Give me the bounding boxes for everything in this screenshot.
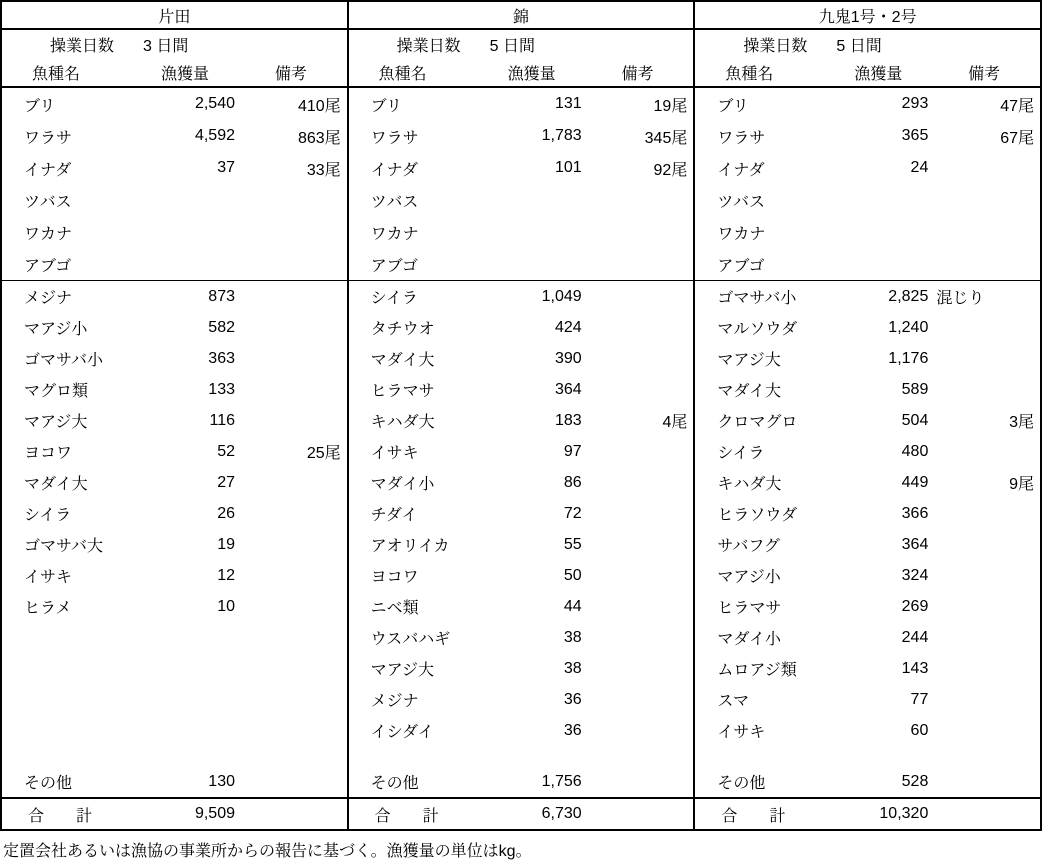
- table-row: [2, 312, 347, 343]
- remark: 9尾: [1009, 476, 1035, 493]
- table-row: [695, 281, 1040, 312]
- other-label: その他: [717, 775, 766, 792]
- other-species-rows: [349, 281, 694, 746]
- table-row: [349, 715, 694, 746]
- species-name: イナダ: [24, 161, 72, 179]
- total-qty: 6,730: [541, 805, 582, 822]
- panel-title: [2, 2, 347, 30]
- species-name: マダイ大: [717, 383, 782, 400]
- species-name: ワラサ: [370, 129, 419, 147]
- species-name: シイラ: [24, 507, 72, 524]
- table-row: [349, 217, 694, 249]
- species-name: ゴマサバ大: [24, 538, 104, 555]
- catch-qty: 1,049: [541, 287, 582, 305]
- table-row: [695, 467, 1040, 498]
- species-name: ヨコワ: [370, 569, 419, 586]
- catch-qty: 86: [563, 473, 582, 491]
- species-name: マダイ小: [717, 631, 782, 648]
- table-row: [695, 436, 1040, 467]
- other-label: その他: [370, 775, 419, 792]
- catch-qty: 24: [910, 159, 929, 177]
- species-name: クロマグロ: [717, 414, 798, 431]
- table-row: [349, 653, 694, 684]
- yellowtail-block-rows: [695, 88, 1040, 281]
- remark-header: 備考: [274, 66, 307, 83]
- species-name: マダイ大: [24, 476, 88, 493]
- species-name: アブゴ: [24, 258, 72, 276]
- catch-qty: 38: [563, 659, 582, 677]
- catch-qty: 504: [901, 411, 929, 429]
- table-row: [349, 184, 694, 216]
- table-row: [695, 88, 1040, 120]
- catch-qty: 37: [217, 159, 235, 177]
- other-species-block: [695, 281, 1040, 797]
- catch-qty: 97: [563, 442, 582, 460]
- catch-qty: 133: [208, 380, 235, 398]
- yellowtail-block-rows: [2, 88, 347, 281]
- catch-qty: 52: [217, 442, 235, 460]
- table-row: [695, 498, 1040, 529]
- remark: 47尾: [1000, 97, 1035, 115]
- panel-katada: [2, 2, 349, 829]
- other-species-rows: [695, 281, 1040, 746]
- table-row: [695, 374, 1040, 405]
- species-name: ウスバハギ: [370, 631, 451, 648]
- other-row: [349, 766, 694, 797]
- catch-qty: 72: [563, 504, 582, 522]
- table-row: [2, 498, 347, 529]
- table-row: [695, 120, 1040, 152]
- catch-qty: 293: [901, 95, 929, 113]
- catch-qty: 589: [901, 380, 929, 398]
- species-name: スマ: [717, 693, 750, 710]
- species-name: マアジ大: [370, 662, 435, 679]
- catch-qty: 101: [554, 159, 582, 177]
- total-row: [349, 797, 694, 829]
- species-name: シイラ: [370, 290, 418, 307]
- table-row: [2, 436, 347, 467]
- table-row: [695, 343, 1040, 374]
- column-header-row: [349, 59, 694, 88]
- remark: 410尾: [297, 97, 341, 115]
- species-name: イナダ: [717, 161, 765, 179]
- table-row: [349, 120, 694, 152]
- species-name: メジナ: [370, 693, 419, 710]
- table-row: [349, 343, 694, 374]
- catch-qty: 480: [901, 442, 929, 460]
- species-name: ワカナ: [370, 226, 419, 244]
- table-row: [695, 312, 1040, 343]
- table-row: [349, 405, 694, 436]
- species-name: ゴマサバ小: [717, 290, 797, 307]
- catch-qty: 364: [901, 535, 929, 553]
- table-row: [349, 374, 694, 405]
- remark: 33尾: [306, 161, 341, 179]
- operating-days-label: 操業日数: [743, 38, 808, 55]
- species-name: ブリ: [370, 97, 403, 115]
- operating-days-label: 操業日数: [396, 38, 461, 55]
- table-row: [2, 405, 347, 436]
- species-name: ツバス: [370, 194, 419, 212]
- table-row: [349, 529, 694, 560]
- total-qty: 10,320: [879, 805, 929, 822]
- panel-title: [349, 2, 694, 30]
- table-row: [2, 467, 347, 498]
- species-name: ムロアジ類: [717, 662, 797, 679]
- species-name: キハダ大: [370, 414, 435, 431]
- table-row: [349, 249, 694, 281]
- table-row: [695, 152, 1040, 184]
- catch-qty: 366: [901, 504, 929, 522]
- catch-qty: 2,825: [888, 287, 929, 305]
- species-name: マアジ大: [717, 352, 781, 369]
- species-name: ヒラマサ: [370, 383, 435, 400]
- table-row: [695, 405, 1040, 436]
- table-row: [349, 467, 694, 498]
- table-row: [2, 560, 347, 591]
- catch-qty: 50: [563, 566, 582, 584]
- catch-qty: 10: [217, 597, 235, 615]
- species-name: タチウオ: [370, 321, 435, 338]
- catch-qty: 269: [901, 597, 929, 615]
- operating-days-value: 3 日間: [143, 38, 189, 55]
- table-row: [695, 217, 1040, 249]
- table-row: [2, 184, 347, 216]
- species-name: メジナ: [24, 290, 73, 307]
- species-name: ヒラマサ: [717, 600, 782, 617]
- catch-qty: 424: [554, 318, 582, 336]
- species-name: ワカナ: [717, 226, 766, 244]
- remark: 19尾: [653, 97, 688, 115]
- catch-qty: 26: [217, 504, 235, 522]
- species-name: ニベ類: [370, 600, 419, 617]
- catch-qty: 4,592: [194, 127, 235, 145]
- other-qty: 130: [208, 772, 235, 790]
- panel-title-text: 九鬼1号・2号: [818, 8, 917, 26]
- table-row: [349, 88, 694, 120]
- panel-title-text: 錦: [513, 8, 530, 26]
- remark: 4尾: [662, 414, 688, 431]
- remark: 67尾: [1000, 129, 1035, 147]
- other-qty: 1,756: [541, 772, 582, 790]
- species-name: アブゴ: [370, 258, 418, 276]
- table-row: [695, 653, 1040, 684]
- table-row: [2, 591, 347, 622]
- panel-kuki: [695, 2, 1040, 829]
- other-row: [695, 766, 1040, 797]
- catch-qty: 60: [910, 721, 929, 739]
- remark: 混じり: [936, 290, 985, 307]
- species-name: ツバス: [717, 194, 766, 212]
- table-row: [349, 684, 694, 715]
- species-name: イシダイ: [370, 724, 434, 741]
- table-row: [2, 529, 347, 560]
- species-name: ブリ: [717, 97, 749, 115]
- operating-days-row: [695, 30, 1040, 59]
- catch-qty: 116: [209, 411, 235, 429]
- catch-qty: 2,540: [194, 95, 235, 113]
- species-name: イサキ: [717, 724, 766, 741]
- column-header-row: [2, 59, 347, 88]
- species-name: ヒラソウダ: [717, 507, 798, 524]
- catch-qty: 1,240: [888, 318, 929, 336]
- species-name: マアジ小: [24, 321, 88, 338]
- catch-qty: 36: [563, 690, 582, 708]
- total-label: 合 計: [28, 807, 93, 825]
- species-name: ワラサ: [717, 129, 766, 147]
- species-name: マアジ小: [717, 569, 781, 586]
- catch-qty: 38: [563, 628, 582, 646]
- table-row: [695, 560, 1040, 591]
- catch-qty: 143: [901, 659, 929, 677]
- species-name: ブリ: [24, 97, 56, 115]
- species-header: 魚種名: [32, 66, 81, 83]
- panel-title-text: 片田: [158, 8, 191, 26]
- empty-space: [349, 746, 694, 766]
- species-header: 魚種名: [378, 66, 427, 83]
- catch-header: 漁獲量: [507, 66, 556, 83]
- table-row: [695, 591, 1040, 622]
- species-name: キハダ大: [717, 476, 782, 493]
- other-species-rows: [2, 281, 347, 622]
- species-name: シイラ: [717, 445, 765, 462]
- table-row: [2, 281, 347, 312]
- operating-days-label: 操業日数: [50, 38, 115, 55]
- remark-header: 備考: [621, 66, 654, 83]
- panel-title: [695, 2, 1040, 30]
- empty-space: [695, 746, 1040, 766]
- species-name: チダイ: [370, 507, 418, 524]
- catch-qty: 324: [901, 566, 929, 584]
- total-qty: 9,509: [194, 805, 235, 822]
- catch-qty: 77: [910, 690, 929, 708]
- species-name: ワカナ: [24, 226, 73, 244]
- table-row: [695, 684, 1040, 715]
- remark: 25尾: [306, 445, 341, 462]
- catch-header: 漁獲量: [854, 66, 903, 83]
- catch-qty: 244: [901, 628, 929, 646]
- table-row: [695, 622, 1040, 653]
- other-row: [2, 766, 347, 797]
- table-row: [349, 498, 694, 529]
- total-row: [2, 797, 347, 829]
- operating-days-row: [349, 30, 694, 59]
- remark: 863尾: [297, 129, 341, 147]
- table-row: [349, 591, 694, 622]
- catch-qty: 12: [217, 566, 235, 584]
- table-row: [349, 312, 694, 343]
- species-name: マグロ類: [24, 383, 89, 400]
- catch-qty: 582: [208, 318, 235, 336]
- other-species-block: [349, 281, 694, 797]
- species-name: マアジ大: [24, 414, 88, 431]
- species-name: ヨコワ: [24, 445, 73, 462]
- catch-qty: 27: [217, 473, 235, 491]
- table-row: [695, 529, 1040, 560]
- table-row: [2, 217, 347, 249]
- table-row: [695, 184, 1040, 216]
- table-row: [2, 152, 347, 184]
- table-row: [2, 88, 347, 120]
- species-name: アオリイカ: [370, 538, 450, 555]
- remark: 3尾: [1009, 414, 1035, 431]
- catch-qty: 1,176: [888, 349, 929, 367]
- table-row: [349, 281, 694, 312]
- catch-qty: 365: [901, 127, 929, 145]
- table-row: [2, 343, 347, 374]
- catch-qty: 183: [554, 411, 582, 429]
- operating-days-value: 5 日間: [836, 38, 882, 55]
- catch-header: 漁獲量: [160, 66, 209, 83]
- species-name: ゴマサバ小: [24, 352, 104, 369]
- species-name: イサキ: [24, 569, 73, 586]
- catch-qty: 44: [563, 597, 582, 615]
- yellowtail-block-rows: [349, 88, 694, 281]
- other-label: その他: [24, 775, 73, 792]
- catch-qty: 1,783: [541, 127, 582, 145]
- species-name: ワラサ: [24, 129, 73, 147]
- operating-days-value: 5 日間: [489, 38, 536, 55]
- table-row: [349, 560, 694, 591]
- table-row: [2, 120, 347, 152]
- column-header-row: [695, 59, 1040, 88]
- species-name: イナダ: [370, 161, 418, 179]
- total-label: 合 計: [721, 807, 786, 825]
- catch-qty: 131: [554, 95, 582, 113]
- catch-qty: 363: [208, 349, 235, 367]
- operating-days-row: [2, 30, 347, 59]
- other-qty: 528: [901, 772, 929, 790]
- catch-qty: 36: [563, 721, 582, 739]
- species-header: 魚種名: [725, 66, 774, 83]
- catch-qty: 55: [563, 535, 582, 553]
- table-row: [695, 249, 1040, 281]
- total-label: 合 計: [374, 807, 439, 825]
- panel-nishiki: [349, 2, 696, 829]
- species-name: ヒラメ: [24, 600, 72, 617]
- table-row: [2, 374, 347, 405]
- empty-space: [2, 622, 347, 766]
- table-row: [349, 622, 694, 653]
- remark: 92尾: [653, 161, 688, 179]
- catch-qty: 364: [554, 380, 582, 398]
- species-name: マダイ小: [370, 476, 435, 493]
- remark: 345尾: [644, 129, 688, 147]
- species-name: アブゴ: [717, 258, 765, 276]
- catch-qty: 19: [217, 535, 235, 553]
- table-row: [695, 715, 1040, 746]
- table-row: [2, 249, 347, 281]
- species-name: マダイ大: [370, 352, 435, 369]
- species-name: イサキ: [370, 445, 419, 462]
- footer-note: 定置会社あるいは漁協の事業所からの報告に基づく。漁獲量の単位はkg。: [3, 843, 532, 860]
- catch-qty: 449: [901, 473, 929, 491]
- species-name: マルソウダ: [717, 321, 798, 338]
- species-name: サバフグ: [717, 538, 780, 555]
- catch-qty: 390: [554, 349, 582, 367]
- species-name: ツバス: [24, 194, 72, 212]
- table-row: [349, 152, 694, 184]
- remark-header: 備考: [968, 66, 1001, 83]
- total-row: [695, 797, 1040, 829]
- other-species-block: [2, 281, 347, 797]
- catch-qty: 873: [208, 287, 235, 305]
- table-row: [349, 436, 694, 467]
